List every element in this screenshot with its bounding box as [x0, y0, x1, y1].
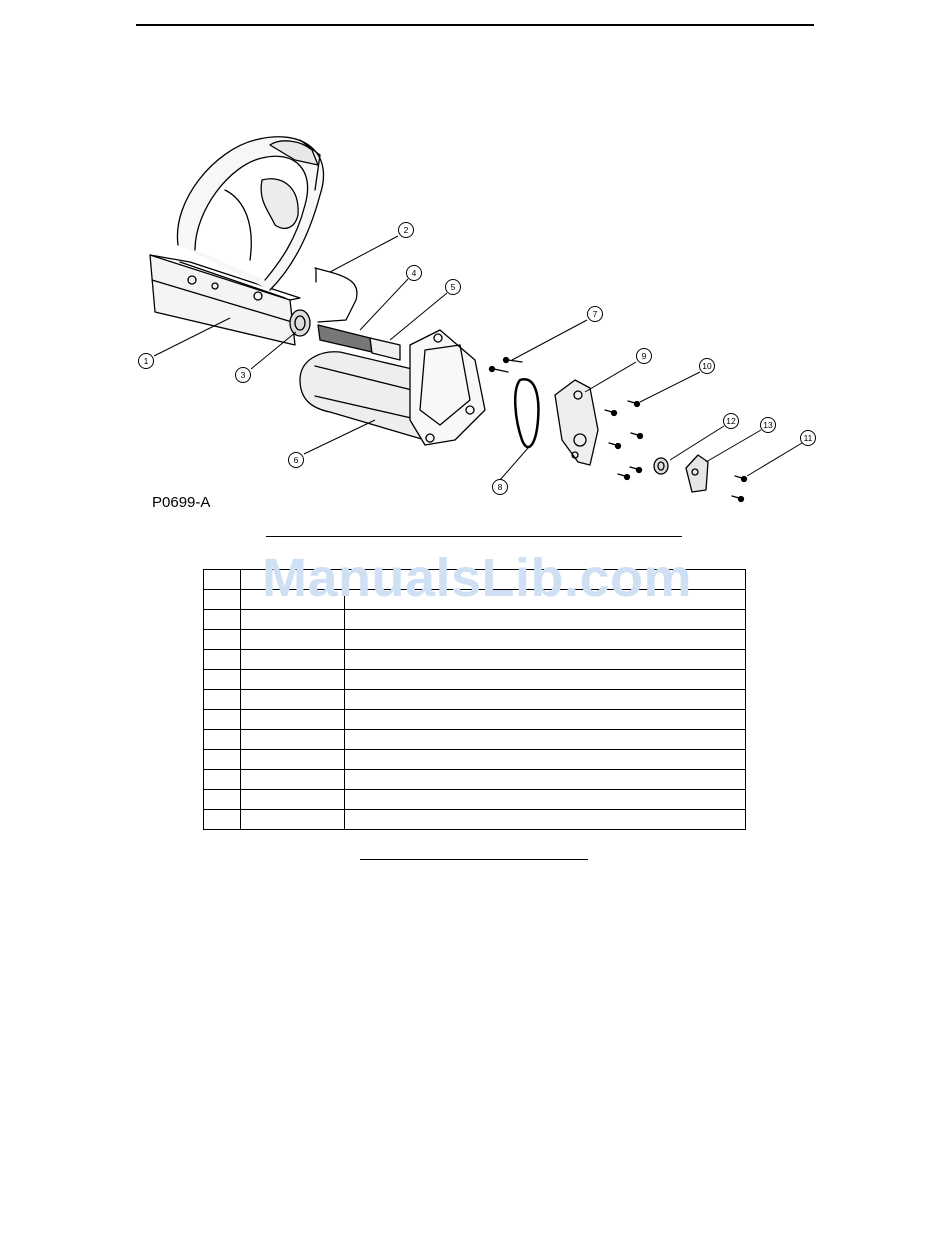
table-cell — [204, 590, 241, 610]
callout-text: 5 — [450, 282, 456, 292]
figure-label: P0699-A — [152, 494, 211, 511]
callout-text: 6 — [293, 455, 299, 465]
table-cell — [204, 610, 241, 630]
table-row — [204, 710, 746, 730]
table-row — [204, 630, 746, 650]
callout-text: 2 — [403, 225, 409, 235]
table-row — [204, 750, 746, 770]
table-cell — [204, 630, 241, 650]
table-cell — [241, 710, 345, 730]
table-cell — [204, 650, 241, 670]
table-cell — [241, 650, 345, 670]
table-cell — [204, 690, 241, 710]
table-cell — [204, 810, 241, 830]
table-cell — [204, 790, 241, 810]
callout-text: 12 — [726, 416, 736, 426]
table-cell — [345, 810, 746, 830]
part-motor — [300, 352, 425, 440]
table-cell — [204, 710, 241, 730]
callout-text: 13 — [763, 420, 773, 430]
table-row — [204, 730, 746, 750]
part-sleeve — [370, 338, 400, 360]
table-cell — [241, 610, 345, 630]
table-cell — [345, 630, 746, 650]
table-cell — [204, 730, 241, 750]
callout-text: 8 — [497, 482, 503, 492]
table-cell — [345, 770, 746, 790]
table-cell — [241, 790, 345, 810]
exploded-parts-diagram — [0, 0, 950, 520]
table-cell — [241, 750, 345, 770]
table-row — [204, 650, 746, 670]
table-cell — [345, 750, 746, 770]
table-cell — [345, 710, 746, 730]
table-cell — [345, 650, 746, 670]
table-cell — [241, 670, 345, 690]
part-bushing — [290, 310, 310, 336]
callout-text: 11 — [803, 433, 813, 443]
callout-text: 1 — [143, 356, 149, 366]
part-shaft — [318, 325, 372, 352]
table-cell — [204, 670, 241, 690]
table-cell — [345, 610, 746, 630]
table-top-rule — [266, 536, 682, 537]
table-cell — [204, 770, 241, 790]
header-cell — [204, 570, 241, 590]
table-row — [204, 770, 746, 790]
callout-text: 7 — [592, 309, 598, 319]
callout-text: 4 — [411, 268, 417, 278]
table-cell — [345, 670, 746, 690]
callout-text: 3 — [240, 370, 246, 380]
table-row — [204, 810, 746, 830]
part-rod — [315, 268, 357, 322]
callout-text: 10 — [702, 361, 712, 371]
part-nut — [654, 458, 668, 474]
table-row — [204, 610, 746, 630]
table-row — [204, 790, 746, 810]
table-cell — [241, 770, 345, 790]
table-cell — [345, 790, 746, 810]
table-cell — [241, 730, 345, 750]
table-cell — [345, 690, 746, 710]
callout-text: 9 — [641, 351, 647, 361]
table-row — [204, 670, 746, 690]
table-cell — [204, 750, 241, 770]
table-cell — [241, 690, 345, 710]
table-cell — [241, 630, 345, 650]
watermark: ManualsLib.com — [262, 548, 693, 608]
part-gasket — [515, 379, 538, 447]
bottom-rule — [360, 859, 588, 860]
table-cell — [345, 730, 746, 750]
table-row — [204, 690, 746, 710]
table-cell — [241, 810, 345, 830]
